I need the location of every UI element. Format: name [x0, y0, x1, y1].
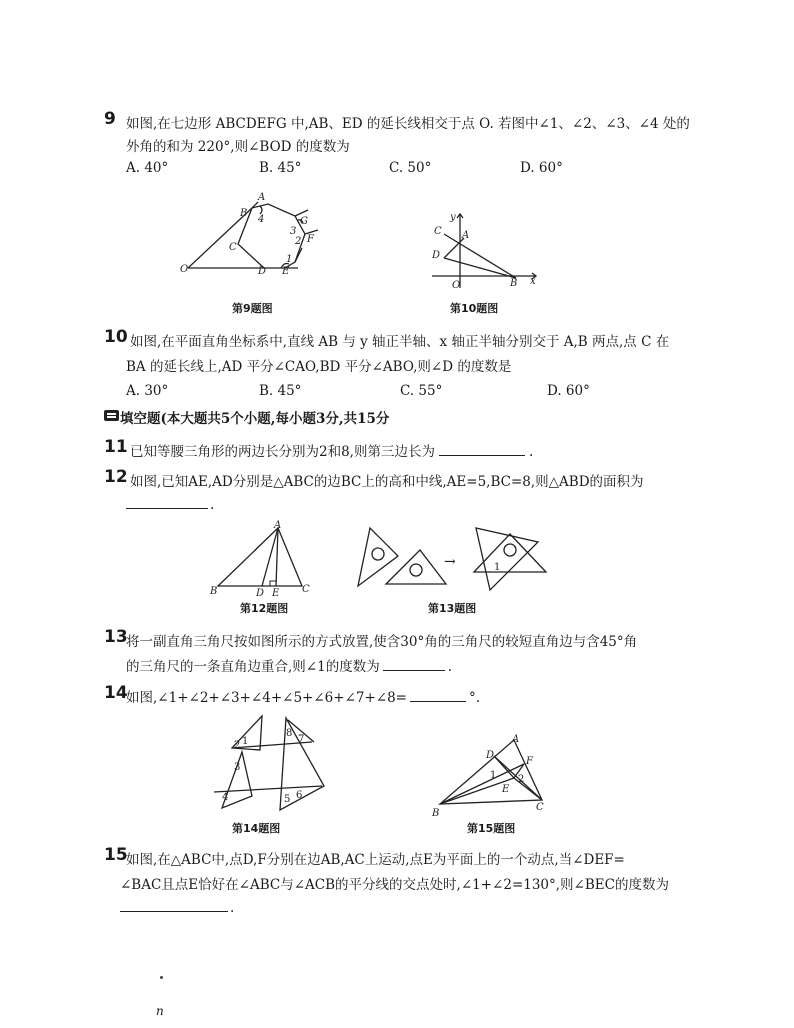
figure-14-caption: 第14题图 [232, 822, 281, 835]
section-list-icon [104, 410, 119, 421]
fig15-label-1: 1 [490, 770, 497, 781]
fig12-label-E: E [272, 588, 280, 599]
fig15-label-E: E [502, 784, 510, 795]
q13-tail: . [447, 659, 452, 675]
q13-text-line2 [126, 655, 452, 675]
q10-option-c: C. 55° [400, 383, 443, 399]
q15-text-line2: ∠BAC且点E恰好在∠ABC与∠ACB的平分线的交点处时,∠1+∠2=130°,则∠BEC的度数为 [120, 877, 669, 893]
fig9-label-2: 2 [295, 236, 302, 247]
q9-option-a: A. 40° [126, 160, 169, 176]
footer-mark: n [156, 1004, 164, 1018]
arrow-icon: → [444, 554, 456, 570]
q15-tail: . [230, 900, 235, 916]
q11-tail: . [528, 444, 534, 460]
fig12-label-D: D [256, 588, 265, 599]
q10-option-b: B. 45° [259, 383, 302, 399]
figure-9-heptagon [180, 192, 330, 278]
q9-option-c: C. 50° [389, 160, 432, 176]
q11-answer-blank[interactable] [439, 443, 525, 456]
question-number-14: 14 [104, 683, 128, 703]
q13-answer-blank[interactable] [383, 658, 445, 671]
q13-text: 的三角尺的一条直角边重合,则∠1的度数为 [126, 659, 380, 675]
question-number-13: 13 [104, 627, 128, 647]
fig14-label-2: 2 [234, 740, 241, 751]
fig10-label-O: O [452, 280, 461, 291]
question-number-10: 10 [104, 327, 128, 347]
q12-answer-blank[interactable] [126, 496, 208, 509]
fig9-label-F: F [307, 234, 314, 245]
figure-10-caption: 第10题图 [450, 302, 499, 315]
figure-15-caption: 第15题图 [467, 822, 516, 835]
fig14-label-8: 8 [286, 728, 293, 739]
fig13-label-1: 1 [494, 562, 501, 573]
fig9-label-C: C [229, 242, 237, 253]
question-number-9: 9 [104, 109, 116, 129]
fig12-label-C: C [302, 584, 310, 595]
q14-answer-blank[interactable] [410, 689, 466, 702]
fig14-label-6: 6 [296, 790, 303, 801]
question-number-11: 11 [104, 437, 128, 457]
q15-text-line1: 如图,在△ABC中,点D,F分别在边AB,AC上运动,点E为平面上的一个动点,当∠DEF= [126, 852, 625, 868]
fig9-label-A: A [258, 192, 266, 203]
q10-text-line2: BA 的延长线上,AD 平分∠CAO,BD 平分∠ABO,则∠D 的度数是 [126, 359, 512, 375]
fig10-label-B: B [510, 278, 518, 289]
section-title-fill-in: 填空题(本大题共5个小题,每小题3分,共15分 [120, 411, 390, 427]
fig14-label-4: 4 [222, 792, 229, 803]
fig15-label-A: A [512, 734, 520, 745]
figure-10-coordinate-plane [428, 210, 543, 290]
q13-text-line1: 将一副直角三角尺按如图所示的方式放置,使含30°角的三角尺的较短直角边与含45°角 [126, 634, 638, 650]
figure-13-caption: 第13题图 [428, 602, 477, 615]
q10-text-line1: 如图,在平面直角坐标系中,直线 AB 与 y 轴正半轴、x 轴正半轴分别交于 A,B 两点,点 C 在 [130, 334, 670, 350]
fig10-label-C: C [434, 226, 442, 237]
q14-text: 如图,∠1+∠2+∠3+∠4+∠5+∠6+∠7+∠8= [126, 690, 407, 706]
q10-option-d: D. 60° [547, 383, 590, 399]
q15-text-line3 [120, 899, 234, 916]
q9-option-b: B. 45° [259, 160, 302, 176]
fig14-label-1: 1 [242, 736, 249, 747]
figure-12-triangle [210, 520, 316, 599]
q9-option-d: D. 60° [520, 160, 563, 176]
figure-12-caption: 第12题图 [240, 602, 289, 615]
figure-15-triangle [430, 734, 554, 818]
q12-tail: . [210, 497, 215, 513]
fig9-label-4: 4 [258, 214, 265, 225]
fig9-label-E: E [282, 266, 290, 277]
fig9-label-G: G [300, 216, 308, 227]
fig15-label-C: C [536, 802, 544, 813]
stray-dot [160, 976, 163, 979]
question-number-15: 15 [104, 845, 128, 865]
question-number-12: 12 [104, 467, 128, 487]
fig9-label-B: B [240, 208, 248, 219]
q11-text: 已知等腰三角形的两边长分别为2和8,则第三边长为 [130, 444, 435, 460]
fig12-label-B: B [210, 586, 218, 597]
q12-text-line1: 如图,已知AE,AD分别是△ABC的边BC上的高和中线,AE=5,BC=8,则△ABD的面积为 [130, 474, 644, 490]
fig15-label-F: F [526, 756, 533, 767]
fig12-label-A: A [274, 520, 282, 531]
fig10-label-A: A [462, 230, 470, 241]
fig15-label-B: B [432, 808, 440, 819]
fig9-label-O: O [180, 264, 189, 275]
q12-text-line2 [126, 496, 214, 513]
q9-text-line1: 如图,在七边形 ABCDEFG 中,AB、ED 的延长线相交于点 O. 若图中∠1、∠2、∠3、∠4 处的 [126, 116, 690, 132]
fig9-label-3: 3 [290, 226, 297, 237]
q14-text-line [126, 686, 480, 706]
q11-text-line [130, 440, 533, 460]
fig15-label-D: D [486, 750, 495, 761]
fig9-label-1: 1 [286, 254, 293, 265]
q10-option-a: A. 30° [126, 383, 169, 399]
fig15-label-2: 2 [518, 774, 525, 785]
q15-answer-blank[interactable] [120, 899, 228, 912]
fig14-label-3: 3 [234, 762, 241, 773]
q9-text-line2: 外角的和为 220°,则∠BOD 的度数为 [126, 139, 350, 155]
fig14-label-5: 5 [284, 794, 291, 805]
q14-tail: °. [469, 690, 481, 706]
fig10-label-D: D [432, 250, 441, 261]
fig10-label-x: x [530, 276, 536, 287]
figure-14-star-figure [212, 712, 334, 816]
figure-9-caption: 第9题图 [232, 302, 273, 315]
figure-13-set-squares [350, 520, 550, 600]
fig14-label-7: 7 [298, 734, 305, 745]
fig10-label-y: y [450, 212, 456, 223]
fig9-label-D: D [258, 266, 267, 277]
